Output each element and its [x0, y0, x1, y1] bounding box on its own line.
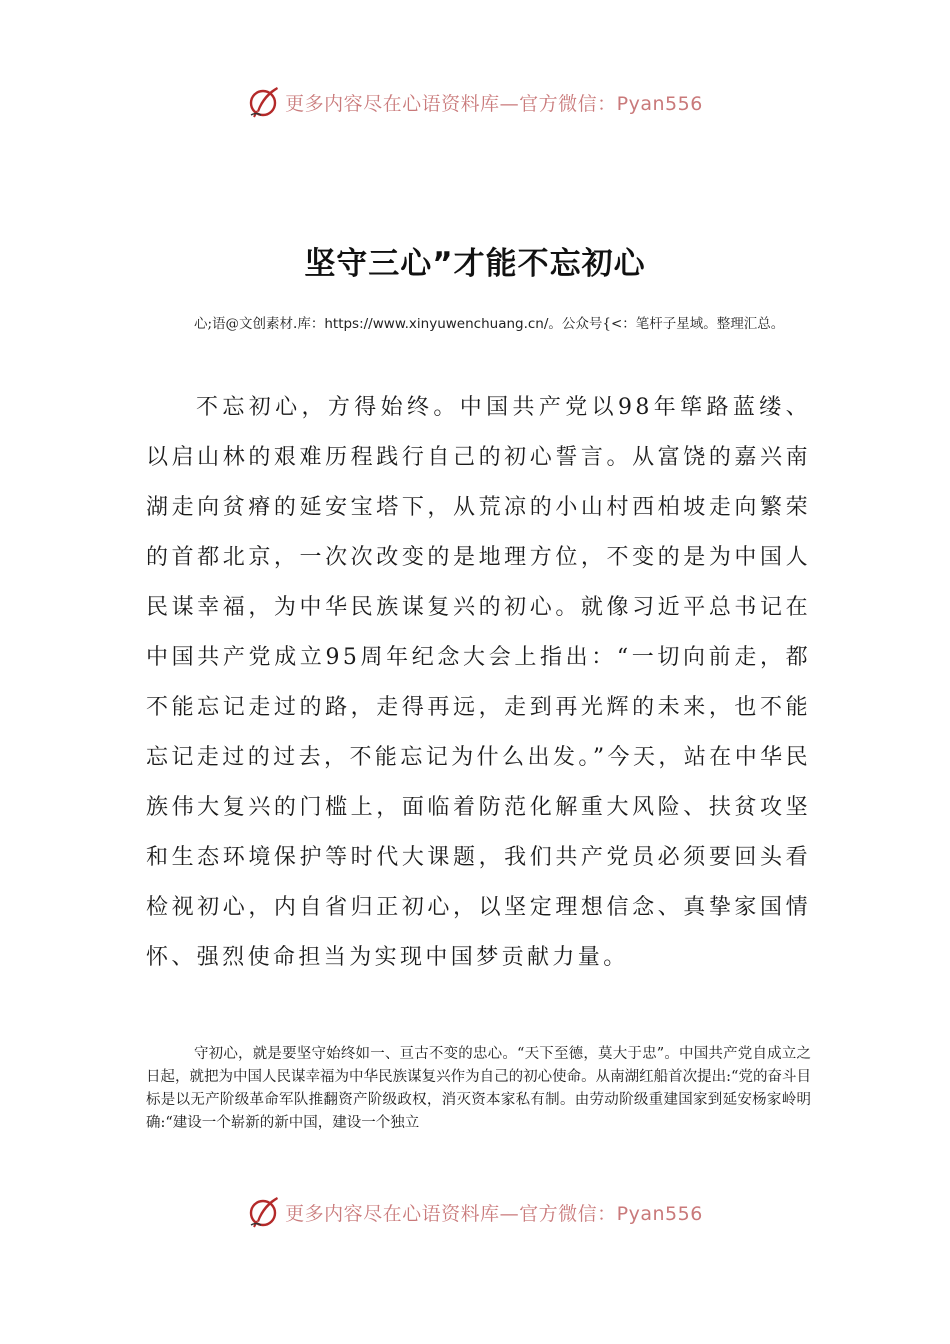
paragraph-1: 不忘初心，方得始终。中国共产党以98年筚路蓝缕、以启山林的艰难历程践行自己的初心誓言。从富饶的嘉兴南湖走向贫瘠的延安宝塔下，从荒凉的小山村西柏坡走向繁荣的首都北京，一次次改变的是地理方位，不变的是为中国人民谋幸福，为中华民族谋复兴的初心。就像习近平总书记在中国共产党成立95周年纪念大会上指出：“一切向前走，都不能忘记走过的路，走得再远，走到再光辉的未来，也不能忘记走过的过去，不能忘记为什么出发。”今天，站在中华民族伟大复兴的门槛上，面临着防范化解重大风险、扶贫攻坚和生态环境保护等时代大课题，我们共产党员必须要回头看检视初心，内自省归正初心，以坚定理想信念、真挚家国情怀、强烈使命担当为实现中国梦贡献力量。 [146, 395, 811, 970]
paragraph-2: 守初心，就是要坚守始终如一、亘古不变的忠心。“天下至德，莫大于忠”。中国共产党自成立之日起，就把为中国人民谋幸福为中华民族谋复兴作为自己的初心使命。从南湖红船首次提出:“党的奋斗目标是以无产阶级革命军队推翻资产阶级政权，消灭资本家私有制。由劳动阶级重建国家到延安杨家岭明确:“建设一个崭新的新中国，建设一个独立 [146, 1046, 811, 1131]
source-line [146, 313, 811, 336]
source-url-link[interactable]: https://www.xinyuwenchuang.cn/ [324, 316, 549, 332]
document-title: 坚守三心”才能不忘初心 [304, 246, 646, 282]
footer-wechat-id: Pyan556 [616, 1202, 703, 1225]
footer-banner [0, 1192, 950, 1232]
header-wechat-id: Pyan556 [616, 92, 703, 115]
source-line-prefix: 心;语@文创素材.库： [194, 316, 325, 332]
footer-banner-text: 更多内容尽在心语资料库—官方微信：Pyan556 [285, 1202, 703, 1225]
header-banner [0, 82, 950, 122]
header-banner-text: 更多内容尽在心语资料库—官方微信：Pyan556 [285, 92, 703, 115]
quill-pen-logo-icon [247, 85, 281, 119]
source-line-suffix: 。公众号{<：笔杆子星域。整理汇总。 [548, 316, 785, 332]
quill-pen-logo-icon [247, 1195, 281, 1229]
